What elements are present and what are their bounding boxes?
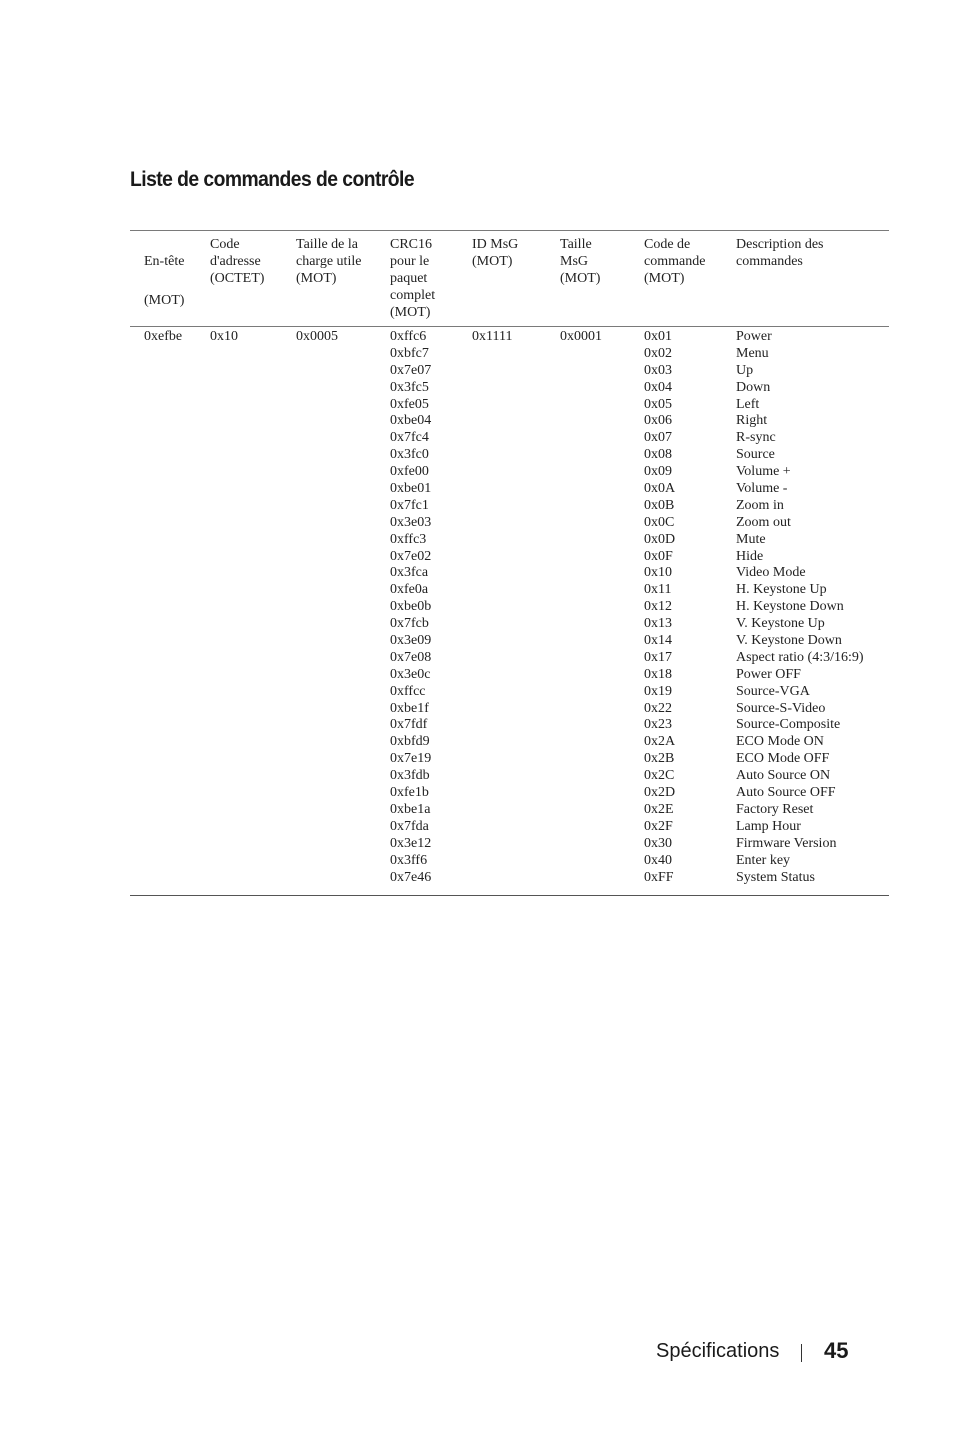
command-description: Right <box>736 413 768 429</box>
crc16-value: 0x3e03 <box>390 514 432 530</box>
page-number: 45 <box>824 1338 849 1363</box>
command-code-value: 0x03 <box>644 362 672 378</box>
command-description: Zoom out <box>736 514 791 530</box>
command-description: Enter key <box>736 852 791 868</box>
crc16-value: 0x7fc1 <box>390 497 429 513</box>
crc16-value: 0xfe00 <box>390 464 429 480</box>
header-cell-address-code: Code d'adresse (OCTET) <box>210 237 265 286</box>
command-description: Mute <box>736 531 766 547</box>
command-description: Source-Composite <box>736 717 841 733</box>
cell-address-value: 0x10 <box>210 329 238 344</box>
command-code-value: 0x2E <box>644 801 674 817</box>
crc16-value: 0x3e12 <box>390 835 432 851</box>
command-description: Video Mode <box>736 565 806 581</box>
command-code-value: 0x2D <box>644 785 676 801</box>
cell-payload-value: 0x0005 <box>296 329 338 344</box>
command-description: Source-S-Video <box>736 700 826 716</box>
crc16-value: 0xbfd9 <box>390 734 430 750</box>
command-description: R-sync <box>736 430 776 446</box>
header-en-tete-label: En-tête <box>144 253 185 269</box>
command-description: Auto Source ON <box>736 768 831 784</box>
header-cell-msg-id: ID MsG (MOT) <box>472 237 519 269</box>
command-description: H. Keystone Down <box>736 599 844 615</box>
crc16-list <box>390 329 431 886</box>
command-code-value: 0x0D <box>644 531 676 547</box>
command-code-value: 0x40 <box>644 852 672 868</box>
crc16-value: 0x7fc4 <box>390 430 429 446</box>
command-code-value: 0x18 <box>644 666 672 682</box>
command-description: V. Keystone Down <box>736 633 842 649</box>
crc16-value: 0x3fc0 <box>390 447 429 463</box>
command-code-value: 0x04 <box>644 379 672 395</box>
command-code-value: 0x2C <box>644 768 675 784</box>
command-code-value: 0x22 <box>644 700 672 716</box>
command-description: Power <box>736 329 772 344</box>
crc16-value: 0x7fda <box>390 818 429 834</box>
command-code-value: 0x17 <box>644 649 672 665</box>
command-code-value: 0x0C <box>644 514 675 530</box>
cell-msg-size-value: 0x0001 <box>560 329 602 344</box>
command-code-value: 0x02 <box>644 345 672 361</box>
footer-separator <box>801 1344 802 1362</box>
header-cell-msg-size: Taille MsG (MOT) <box>560 237 601 286</box>
crc16-value: 0xfe05 <box>390 396 429 412</box>
command-description: Factory Reset <box>736 801 814 817</box>
crc16-value: 0xbe04 <box>390 413 432 429</box>
command-code-value: 0x23 <box>644 717 672 733</box>
crc16-value: 0x3e09 <box>390 633 432 649</box>
crc16-value: 0x3fca <box>390 565 429 581</box>
header-cell-payload-size: Taille de la charge utile (MOT) <box>296 237 362 286</box>
command-code-value: 0x09 <box>644 464 672 480</box>
command-description: Source <box>736 447 775 463</box>
crc16-value: 0xfe0a <box>390 582 429 598</box>
footer-section-label: Spécifications <box>656 1340 780 1362</box>
header-cell-en-tete <box>144 237 184 327</box>
command-code-value: 0x2F <box>644 818 673 834</box>
command-code-value: 0x19 <box>644 683 672 699</box>
command-code-value: 0x11 <box>644 582 672 598</box>
crc16-value: 0x7fcb <box>390 616 429 632</box>
cell-crc16-list <box>390 329 431 886</box>
command-description: Menu <box>736 345 769 361</box>
header-cell-command-code: Code de commande (MOT) <box>644 237 706 286</box>
header-cell-description: Description des commandes <box>736 237 824 269</box>
command-code-value: 0x14 <box>644 633 672 649</box>
crc16-value: 0x3ff6 <box>390 852 428 868</box>
command-description: Left <box>736 396 760 412</box>
command-description: Hide <box>736 548 764 564</box>
command-description: Up <box>736 362 754 378</box>
command-code-value: 0x13 <box>644 616 672 632</box>
command-code-value: 0x07 <box>644 430 672 446</box>
section-title: Liste de commandes de contrôle <box>130 168 415 191</box>
crc16-value: 0x3fc5 <box>390 379 429 395</box>
table-body-row <box>130 327 889 895</box>
command-description: Auto Source OFF <box>736 785 836 801</box>
crc16-value: 0x7e08 <box>390 649 432 665</box>
crc16-value: 0xfe1b <box>390 785 429 801</box>
command-description: Volume + <box>736 464 791 480</box>
command-description: Power OFF <box>736 666 801 682</box>
command-description: ECO Mode OFF <box>736 751 830 767</box>
cell-msg-id-value: 0x1111 <box>472 329 513 344</box>
command-description: Lamp Hour <box>736 818 801 834</box>
command-description: Zoom in <box>736 497 784 513</box>
table-header-row <box>130 231 889 327</box>
crc16-value: 0x7fdf <box>390 717 428 733</box>
command-code-value: 0x2B <box>644 751 675 767</box>
crc16-value: 0x7e02 <box>390 548 432 564</box>
crc16-value: 0x7e19 <box>390 751 432 767</box>
crc16-value: 0x7e07 <box>390 362 432 378</box>
command-code-value: 0x12 <box>644 599 672 615</box>
crc16-value: 0xbe01 <box>390 481 432 497</box>
crc16-value: 0xbe1f <box>390 700 429 716</box>
crc16-value: 0xbe0b <box>390 599 432 615</box>
command-description: ECO Mode ON <box>736 734 824 750</box>
command-description: Firmware Version <box>736 835 837 851</box>
control-command-table <box>130 230 889 896</box>
cell-description-list <box>736 329 864 886</box>
command-code-value: 0x0B <box>644 497 675 513</box>
cell-command-code-list <box>644 329 675 886</box>
command-description: Source-VGA <box>736 683 810 699</box>
crc16-value: 0xffc3 <box>390 531 427 547</box>
crc16-value: 0xbe1a <box>390 801 431 817</box>
command-code-value: 0x0F <box>644 548 673 564</box>
crc16-value: 0xffc6 <box>390 329 427 344</box>
crc16-value: 0xffcc <box>390 683 426 699</box>
crc16-value: 0x3e0c <box>390 666 431 682</box>
crc16-value: 0xbfc7 <box>390 345 429 361</box>
command-code-value: 0xFF <box>644 869 674 885</box>
command-description: Aspect ratio (4:3/16:9) <box>736 649 864 665</box>
cell-header-value: 0xefbe <box>144 329 183 344</box>
command-code-value: 0x0A <box>644 481 676 497</box>
header-cell-crc16: CRC16 pour le paquet complet (MOT) <box>390 237 436 320</box>
command-code-value: 0x06 <box>644 413 672 429</box>
command-code-value: 0x2A <box>644 734 676 750</box>
header-en-tete-unit: (MOT) <box>144 292 185 308</box>
command-description: System Status <box>736 869 815 885</box>
command-code-list <box>644 329 675 886</box>
command-code-value: 0x01 <box>644 329 672 344</box>
command-code-value: 0x08 <box>644 447 672 463</box>
command-description: V. Keystone Up <box>736 616 825 632</box>
command-description: H. Keystone Up <box>736 582 827 598</box>
command-code-value: 0x10 <box>644 565 672 581</box>
command-description: Volume - <box>736 481 788 497</box>
description-list <box>736 329 864 886</box>
crc16-value: 0x7e46 <box>390 869 432 885</box>
command-code-value: 0x05 <box>644 396 672 412</box>
crc16-value: 0x3fdb <box>390 768 430 784</box>
command-code-value: 0x30 <box>644 835 672 851</box>
command-description: Down <box>736 379 771 395</box>
